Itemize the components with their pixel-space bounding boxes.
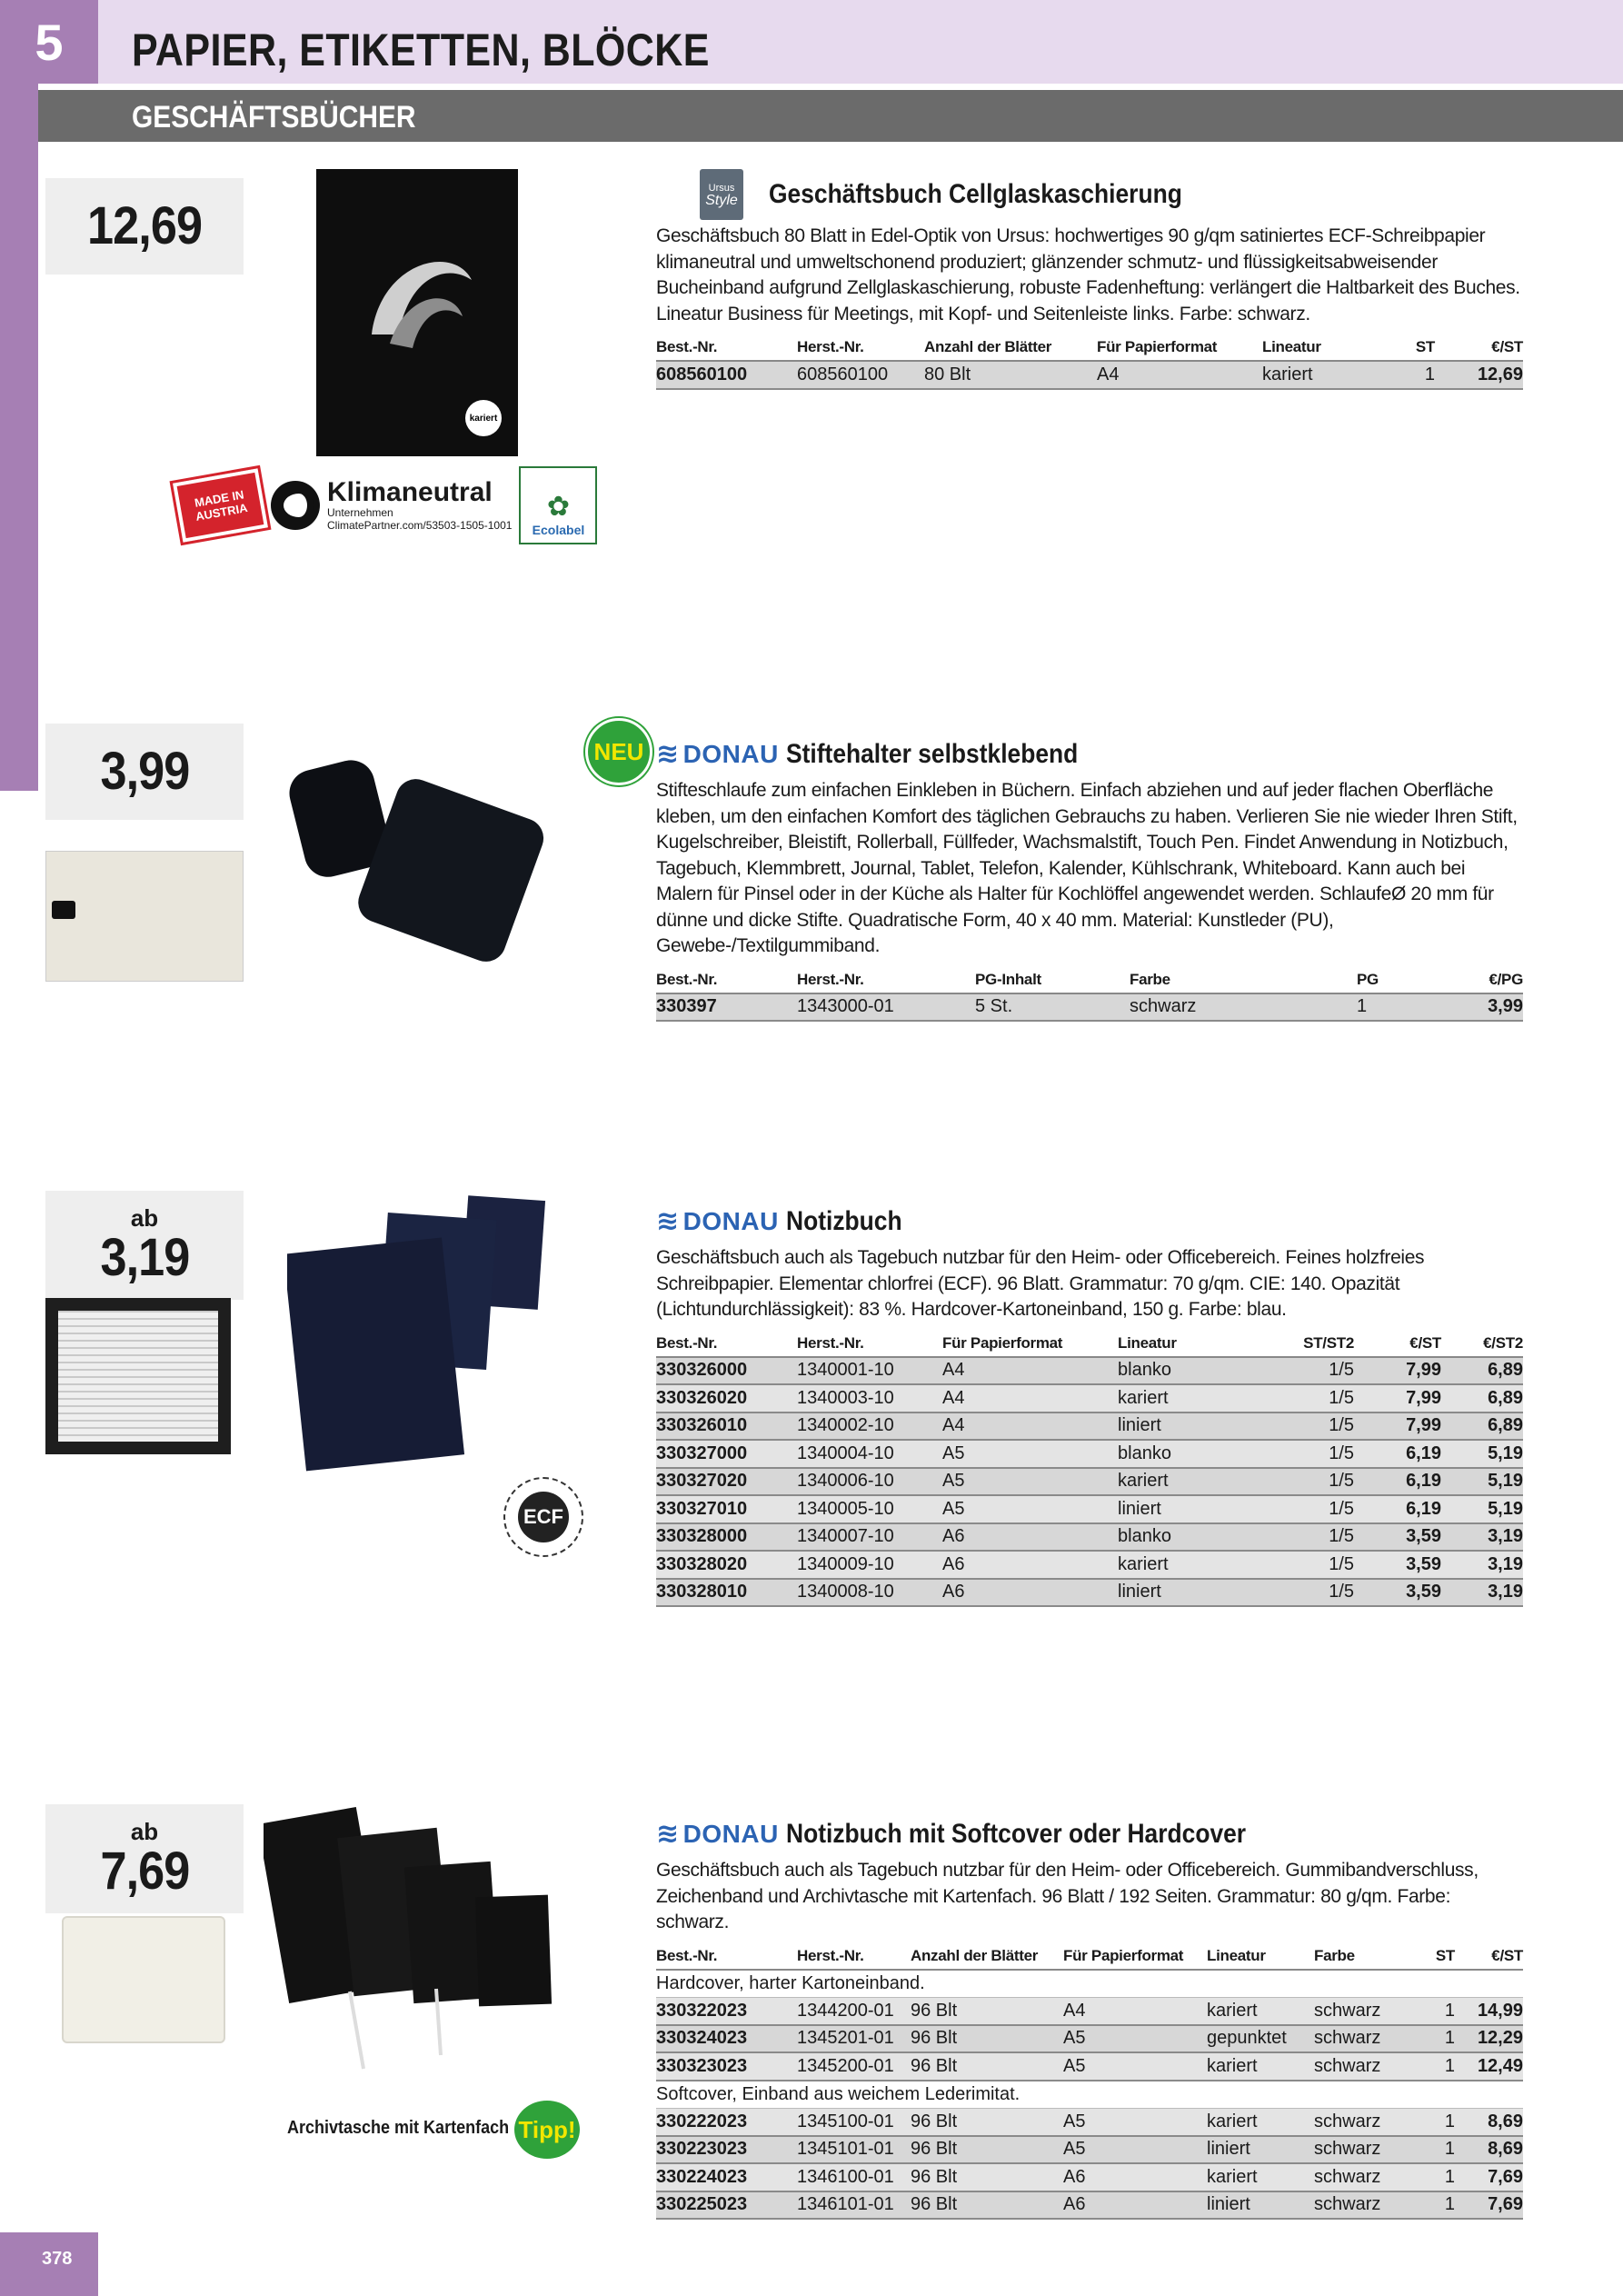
pen-loop-icon xyxy=(52,901,75,919)
table-row xyxy=(656,2025,1523,2053)
chapter-number: 5 xyxy=(0,0,98,84)
donau-logo xyxy=(656,1820,779,1849)
product-image-geschaeftsbuch xyxy=(316,169,518,456)
table-cell: 6,89 xyxy=(1441,1357,1523,1385)
table-cell: 1 xyxy=(1419,2163,1455,2191)
col-header: Herst.-Nr. xyxy=(797,969,975,993)
product-image-notizbuch-open xyxy=(62,1916,225,2043)
col-header: ST/ST2 xyxy=(1272,1333,1354,1357)
product-description: Geschäftsbuch auch als Tagebuch nutzbar für den Heim- oder Officebereich. Gummibandverschluss, Zeichenband und Archivtasche mit Kartenfach. 96 Blatt / 192 Seiten. Grammatur: 80 g/qm. Farbe: schwarz. xyxy=(656,1860,1479,1932)
product-image-notebook-with-holder xyxy=(45,851,244,982)
tipp-badge: Tipp! xyxy=(514,2101,580,2159)
table-cell: schwarz xyxy=(1314,2191,1419,2220)
table-cell: 1 xyxy=(1419,2108,1455,2136)
ecf-text: ECF xyxy=(518,1492,569,1542)
table-cell: A6 xyxy=(942,1551,1118,1579)
table-cell: A4 xyxy=(942,1357,1118,1385)
price-prefix: ab xyxy=(130,1204,159,1232)
table-cell: schwarz xyxy=(1314,1997,1419,2025)
eco-logos xyxy=(177,466,597,544)
table-cell: 1340007-10 xyxy=(797,1523,942,1552)
donau-wave-icon: ≋ xyxy=(656,1819,680,1849)
table-cell: 1 xyxy=(1419,2191,1455,2220)
table-cell: 1344200-01 xyxy=(797,1997,911,2025)
table-cell: 96 Blt xyxy=(911,2191,1063,2220)
col-header: PG-Inhalt xyxy=(975,969,1130,993)
col-header: €/ST xyxy=(1455,1945,1523,1970)
table-cell: A5 xyxy=(942,1468,1118,1496)
table-cell: 330328020 xyxy=(656,1551,797,1579)
table-cell: liniert xyxy=(1118,1495,1272,1523)
table-cell: kariert xyxy=(1207,2052,1314,2081)
product-table-3 xyxy=(656,1333,1523,1608)
table-cell: 7,99 xyxy=(1354,1357,1441,1385)
neu-badge: NEU xyxy=(585,718,652,785)
ursus-logo-top: Ursus xyxy=(708,183,735,194)
table-cell: 330224023 xyxy=(656,2163,797,2191)
table-cell: kariert xyxy=(1118,1384,1272,1413)
table-row xyxy=(656,2052,1523,2081)
col-header: ST xyxy=(1419,1945,1455,1970)
col-header: Herst.-Nr. xyxy=(797,1945,911,1970)
ecf-seal xyxy=(503,1477,583,1557)
table-cell: 1/5 xyxy=(1272,1495,1354,1523)
price-box-4 xyxy=(45,1804,244,1913)
product-table-4-body xyxy=(656,1970,1523,2220)
table-cell: kariert xyxy=(1207,2163,1314,2191)
table-cell: 1340008-10 xyxy=(797,1579,942,1607)
table-row xyxy=(656,1468,1523,1496)
table-group-row xyxy=(656,1970,1523,1998)
donau-logo-text: DONAU xyxy=(682,1820,779,1848)
price-value: 3,99 xyxy=(99,742,189,801)
cell-herst-nr: 608560100 xyxy=(797,361,924,389)
price-value: 3,19 xyxy=(99,1228,189,1287)
product-title: Stiftehalter selbstklebend xyxy=(785,739,1079,769)
table-cell: 1346100-01 xyxy=(797,2163,911,2191)
table-cell: A5 xyxy=(942,1440,1118,1468)
table-cell: 330326020 xyxy=(656,1384,797,1413)
table-cell: 1345200-01 xyxy=(797,2052,911,2081)
table-cell: 1340004-10 xyxy=(797,1440,942,1468)
table-cell: 96 Blt xyxy=(911,1997,1063,2025)
cell-format: A4 xyxy=(1097,361,1262,389)
table-cell: 3,59 xyxy=(1354,1551,1441,1579)
product-block-1 xyxy=(656,169,1523,390)
price-box-3 xyxy=(45,1191,244,1300)
climatepartner-icon xyxy=(271,481,320,530)
cell-st: 1 xyxy=(1380,361,1435,389)
section-title: GESCHÄFTSBÜCHER xyxy=(132,100,416,135)
table-cell: 1/5 xyxy=(1272,1579,1354,1607)
table-cell: 1340009-10 xyxy=(797,1551,942,1579)
table-row xyxy=(656,1997,1523,2025)
table-row xyxy=(656,1523,1523,1552)
product-block-3 xyxy=(656,1202,1523,1607)
col-header: Best.-Nr. xyxy=(656,1945,797,1970)
table-row xyxy=(656,2191,1523,2220)
table-cell: A6 xyxy=(1063,2163,1207,2191)
table-cell: 330326010 xyxy=(656,1413,797,1441)
table-cell: kariert xyxy=(1118,1468,1272,1496)
col-header: Lineatur xyxy=(1262,336,1380,361)
table-cell: 1340001-10 xyxy=(797,1357,942,1385)
table-cell: 1/5 xyxy=(1272,1413,1354,1441)
table-cell: blanko xyxy=(1118,1440,1272,1468)
table-cell: 5,19 xyxy=(1441,1495,1523,1523)
product-description: Geschäftsbuch auch als Tagebuch nutzbar für den Heim- oder Officebereich. Feines holzfreies Schreibpapier. Elementar chlorfrei (ECF). 96 Blatt. Grammatur: 70 g/qm. CIE: 140. Opazität (Lichtundurchlässigkeit): 83 %. Hardcover-Kartoneinband, 150 g. Farbe: blau. xyxy=(656,1247,1425,1320)
cell-farbe: schwarz xyxy=(1130,993,1357,1022)
table-cell: 330327010 xyxy=(656,1495,797,1523)
donau-logo-text: DONAU xyxy=(682,1207,779,1235)
price-value: 7,69 xyxy=(99,1842,189,1901)
table-cell: 3,19 xyxy=(1441,1551,1523,1579)
product-title: Geschäftsbuch Cellglaskaschierung xyxy=(769,179,1182,209)
col-header: Lineatur xyxy=(1118,1333,1272,1357)
table-cell: 1 xyxy=(1419,2025,1455,2053)
product-title: Notizbuch mit Softcover oder Hardcover xyxy=(785,1819,1246,1849)
image-caption: Archivtasche mit Kartenfach xyxy=(287,2118,510,2138)
product-image-notizbuch-softcover-set xyxy=(264,1796,573,2087)
table-cell: 96 Blt xyxy=(911,2025,1063,2053)
table-cell: A5 xyxy=(1063,2025,1207,2053)
col-header: Best.-Nr. xyxy=(656,336,797,361)
table-cell: 3,19 xyxy=(1441,1523,1523,1552)
cell-blaetter: 80 Blt xyxy=(924,361,1097,389)
table-cell: 96 Blt xyxy=(911,2052,1063,2081)
col-header: €/PG xyxy=(1420,969,1523,993)
donau-wave-icon: ≋ xyxy=(656,1206,680,1236)
cover-swirl-graphic xyxy=(344,225,490,371)
col-header: Für Papierformat xyxy=(942,1333,1118,1357)
table-row xyxy=(656,1384,1523,1413)
col-header: Farbe xyxy=(1130,969,1357,993)
table-cell: 1345101-01 xyxy=(797,2136,911,2164)
table-cell: schwarz xyxy=(1314,2025,1419,2053)
table-cell: liniert xyxy=(1207,2191,1314,2220)
table-cell: 5,19 xyxy=(1441,1440,1523,1468)
klimaneutral-line1: Unternehmen xyxy=(327,506,393,519)
table-cell: 1346101-01 xyxy=(797,2191,911,2220)
table-cell: 330324023 xyxy=(656,2025,797,2053)
cell-best-nr: 330397 xyxy=(656,993,797,1022)
table-cell: 7,69 xyxy=(1455,2191,1523,2220)
table-cell: A4 xyxy=(1063,1997,1207,2025)
ecolabel-flower-icon: ✿ xyxy=(546,492,571,522)
table-cell: 1/5 xyxy=(1272,1551,1354,1579)
table-cell: 5,19 xyxy=(1441,1468,1523,1496)
table-cell: 3,19 xyxy=(1441,1579,1523,1607)
ursus-style-logo xyxy=(700,169,743,220)
table-cell: 3,59 xyxy=(1354,1523,1441,1552)
table-row xyxy=(656,1357,1523,1385)
product-image-notizbuch-inside xyxy=(45,1298,231,1454)
table-group-label: Softcover, Einband aus weichem Lederimitat. xyxy=(656,2081,1523,2109)
table-cell: liniert xyxy=(1207,2136,1314,2164)
col-header: Best.-Nr. xyxy=(656,1333,797,1357)
table-cell: 330328010 xyxy=(656,1579,797,1607)
col-header: Anzahl der Blätter xyxy=(924,336,1097,361)
table-cell: 330323023 xyxy=(656,2052,797,2081)
table-cell: A5 xyxy=(1063,2108,1207,2136)
table-cell: 330327000 xyxy=(656,1440,797,1468)
cell-pg-inhalt: 5 St. xyxy=(975,993,1130,1022)
cell-lineatur: kariert xyxy=(1262,361,1380,389)
table-cell: 6,89 xyxy=(1441,1384,1523,1413)
table-row xyxy=(656,1579,1523,1607)
cell-price: 12,69 xyxy=(1435,361,1523,389)
product-table-4 xyxy=(656,1945,1523,2221)
table-cell: 1345100-01 xyxy=(797,2108,911,2136)
col-header: ST xyxy=(1380,336,1435,361)
table-row xyxy=(656,2136,1523,2164)
price-box-1 xyxy=(45,178,244,275)
table-cell: liniert xyxy=(1118,1579,1272,1607)
table-cell: 1/5 xyxy=(1272,1384,1354,1413)
donau-wave-icon: ≋ xyxy=(656,739,680,769)
donau-logo xyxy=(656,740,779,769)
table-cell: gepunktet xyxy=(1207,2025,1314,2053)
table-row xyxy=(656,361,1523,389)
table-row xyxy=(656,2108,1523,2136)
table-cell: 12,49 xyxy=(1455,2052,1523,2081)
table-cell: 1340003-10 xyxy=(797,1384,942,1413)
klimaneutral-title: Klimaneutral xyxy=(327,477,493,507)
col-header: Für Papierformat xyxy=(1097,336,1262,361)
product-image-notizbuch-set xyxy=(287,1191,551,1472)
table-cell: 1345201-01 xyxy=(797,2025,911,2053)
ecolabel-text: Ecolabel xyxy=(532,523,585,537)
table-cell: 6,19 xyxy=(1354,1495,1441,1523)
table-cell: blanko xyxy=(1118,1357,1272,1385)
table-group-label: Hardcover, harter Kartoneinband. xyxy=(656,1970,1523,1998)
table-cell: schwarz xyxy=(1314,2108,1419,2136)
table-cell: 7,69 xyxy=(1455,2163,1523,2191)
table-cell: A6 xyxy=(1063,2191,1207,2220)
table-cell: 1/5 xyxy=(1272,1468,1354,1496)
price-prefix: ab xyxy=(130,1818,159,1845)
table-cell: 6,19 xyxy=(1354,1440,1441,1468)
table-cell: 6,89 xyxy=(1441,1413,1523,1441)
col-header: Lineatur xyxy=(1207,1945,1314,1970)
table-cell: 330328000 xyxy=(656,1523,797,1552)
table-cell: 330326000 xyxy=(656,1357,797,1385)
col-header: Herst.-Nr. xyxy=(797,1333,942,1357)
table-cell: 330327020 xyxy=(656,1468,797,1496)
table-cell: 1340005-10 xyxy=(797,1495,942,1523)
table-cell: schwarz xyxy=(1314,2136,1419,2164)
table-cell: 1/5 xyxy=(1272,1440,1354,1468)
table-cell: 330223023 xyxy=(656,2136,797,2164)
col-header: Herst.-Nr. xyxy=(797,336,924,361)
side-stripe xyxy=(0,0,38,791)
table-cell: 6,19 xyxy=(1354,1468,1441,1496)
table-cell: 330225023 xyxy=(656,2191,797,2220)
table-cell: A5 xyxy=(942,1495,1118,1523)
table-cell: 8,69 xyxy=(1455,2108,1523,2136)
table-cell: 7,99 xyxy=(1354,1413,1441,1441)
table-cell: schwarz xyxy=(1314,2052,1419,2081)
table-cell: 1 xyxy=(1419,2052,1455,2081)
table-cell: 330222023 xyxy=(656,2108,797,2136)
col-header: Farbe xyxy=(1314,1945,1419,1970)
table-cell: 1 xyxy=(1419,2136,1455,2164)
table-cell: schwarz xyxy=(1314,2163,1419,2191)
table-cell: kariert xyxy=(1207,2108,1314,2136)
klimaneutral-line2: ClimatePartner.com/53503-1505-1001 xyxy=(327,519,513,532)
table-cell: 1/5 xyxy=(1272,1357,1354,1385)
product-table-2 xyxy=(656,969,1523,1023)
table-row xyxy=(656,1551,1523,1579)
col-header: Anzahl der Blätter xyxy=(911,1945,1063,1970)
table-row xyxy=(656,993,1523,1022)
col-header: PG xyxy=(1357,969,1420,993)
table-cell: 1340006-10 xyxy=(797,1468,942,1496)
table-cell: A6 xyxy=(942,1523,1118,1552)
table-cell: A5 xyxy=(1063,2052,1207,2081)
col-header: Best.-Nr. xyxy=(656,969,797,993)
ecolabel-logo xyxy=(519,466,597,544)
table-cell: 1/5 xyxy=(1272,1523,1354,1552)
col-header: €/ST xyxy=(1354,1333,1441,1357)
table-cell: 14,99 xyxy=(1455,1997,1523,2025)
product-title: Notizbuch xyxy=(785,1206,902,1236)
product-block-4 xyxy=(656,1814,1523,2220)
product-table-1 xyxy=(656,336,1523,390)
table-cell: A4 xyxy=(942,1384,1118,1413)
price-box-2 xyxy=(45,724,244,820)
table-cell: 330322023 xyxy=(656,1997,797,2025)
table-cell: kariert xyxy=(1118,1551,1272,1579)
table-cell: liniert xyxy=(1118,1413,1272,1441)
table-cell: 8,69 xyxy=(1455,2136,1523,2164)
table-cell: 7,99 xyxy=(1354,1384,1441,1413)
price-value: 12,69 xyxy=(86,196,203,255)
table-cell: 1 xyxy=(1419,1997,1455,2025)
made-in-austria-logo: MADE IN AUSTRIA xyxy=(173,468,268,542)
table-cell: 96 Blt xyxy=(911,2163,1063,2191)
table-cell: 96 Blt xyxy=(911,2136,1063,2164)
table-row xyxy=(656,1413,1523,1441)
product-description: Geschäftsbuch 80 Blatt in Edel-Optik von Ursus: hochwertiges 90 g/qm satiniertes ECF-Schreibpapier klimaneutral und umweltschonend produziert; glänzender schmutz- und flüssigkeitsabweisender Bucheinband aufgrund Zellglaskaschierung, robuste Fadenheftung: verlängert die Haltbarkeit des Buches. Lineatur Business für Meetings, mit Kopf- und Seitenleiste links. Farbe: schwarz. xyxy=(656,225,1520,324)
table-row xyxy=(656,1495,1523,1523)
product-description: Stifteschlaufe zum einfachen Einkleben in Büchern. Einfach abziehen und auf jeder flachen Oberfläche kleben, um den einfachen Komfort des täglichen Gebrauchs zu haben. Verlieren Sie nie wieder Ihren Stift, Kugelschreiber, Bleistift, Rollerball, Füllfeder, Wachsmalstift, Touch Pen. Findet Anwendung in Notizbuch, Tagebuch, Klemmbrett, Journal, Tablet, Telefon, Kalender, Kühlschrank, Whiteboard. Kann auch bei Malern für Pinsel oder in der Küche als Halter für Kochlöffel angewendet werden. SchlaufeØ 20 mm für dünne und dicke Stifte. Quadratische Form, 40 x 40 mm. Material: Kunstleder (PU), Gewebe-/Textilgummiband. xyxy=(656,780,1518,956)
cell-price: 3,99 xyxy=(1420,993,1523,1022)
cell-pg: 1 xyxy=(1357,993,1420,1022)
cell-best-nr: 608560100 xyxy=(656,361,797,389)
page-title: PAPIER, ETIKETTEN, BLÖCKE xyxy=(132,25,710,75)
col-header: €/ST xyxy=(1435,336,1523,361)
col-header: Für Papierformat xyxy=(1063,1945,1207,1970)
klimaneutral-logo xyxy=(271,479,512,532)
product-table-3-body xyxy=(656,1357,1523,1607)
table-row xyxy=(656,2163,1523,2191)
table-cell: kariert xyxy=(1207,1997,1314,2025)
table-group-row xyxy=(656,2081,1523,2109)
donau-logo xyxy=(656,1207,779,1236)
table-cell: A6 xyxy=(942,1579,1118,1607)
page-number: 378 xyxy=(0,2232,98,2296)
table-cell: 1340002-10 xyxy=(797,1413,942,1441)
table-cell: 96 Blt xyxy=(911,2108,1063,2136)
cell-herst-nr: 1343000-01 xyxy=(797,993,975,1022)
product-block-2 xyxy=(593,734,1523,1022)
cover-tag: kariert xyxy=(465,400,502,436)
col-header: €/ST2 xyxy=(1441,1333,1523,1357)
table-cell: A4 xyxy=(942,1413,1118,1441)
ursus-logo-bottom: Style xyxy=(705,193,738,208)
table-row xyxy=(656,1440,1523,1468)
table-cell: 12,29 xyxy=(1455,2025,1523,2053)
donau-logo-text: DONAU xyxy=(682,740,779,768)
table-cell: A5 xyxy=(1063,2136,1207,2164)
table-cell: blanko xyxy=(1118,1523,1272,1552)
product-image-stiftehalter xyxy=(287,754,551,963)
lined-page xyxy=(58,1311,218,1442)
table-cell: 3,59 xyxy=(1354,1579,1441,1607)
